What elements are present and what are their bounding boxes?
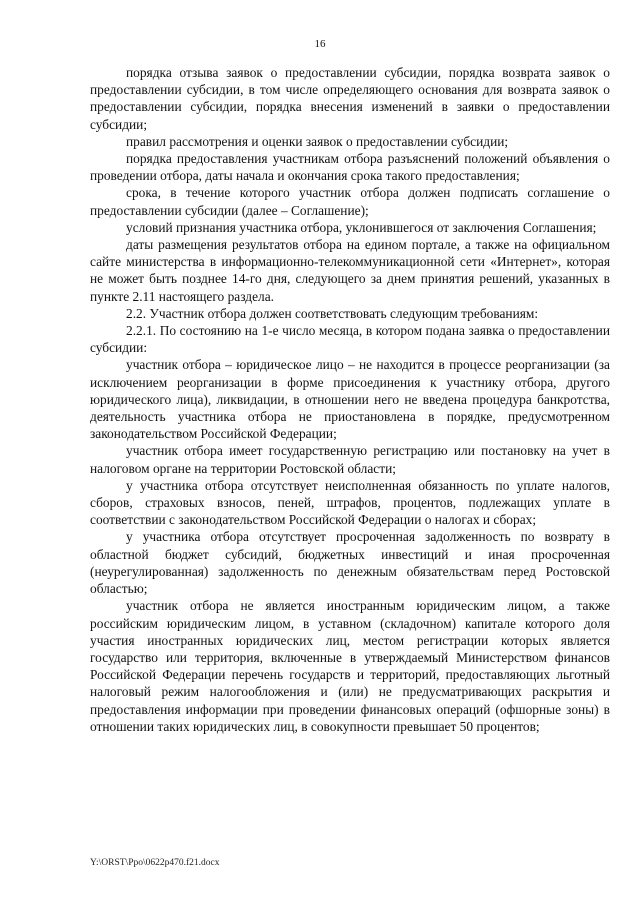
document-body [90, 64, 610, 735]
paragraph: порядка предоставления участникам отбора разъяснений положений объявления о проведении отбора, даты начала и окончания срока такого предоставления; [90, 151, 610, 184]
page-number: 16 [314, 38, 326, 50]
paragraph: участник отбора имеет государственную регистрацию или постановку на учет в налоговом органе на территории Ростовской области; [90, 443, 610, 476]
footer-file-path: Y:\ORST\Ppo\0622p470.f21.docx [90, 858, 220, 868]
paragraph: даты размещения результатов отбора на едином портале, а также на официальном сайте министерства в информационно-телекоммуникационной сети «Интернет», которая не может быть позднее 14-го дня, следующего за днем принятия решений, указанных в пункте 2.11 настоящего раздела. [90, 237, 610, 304]
section-heading-2-2: 2.2. Участник отбора должен соответствовать следующим требованиям: [126, 305, 539, 321]
paragraph: срока, в течение которого участник отбора должен подписать соглашение о предоставлении субсидии (далее – Соглашение); [90, 185, 610, 218]
paragraph: участник отбора – юридическое лицо – не находится в процессе реорганизации (за исключением реорганизации в форме присоединения к участнику отбора, другого юридического лица), ликвидации, в отношении него не введена процедура банкротства, деятельность участника отбора не приостановлена в порядке, предусмотренном законодательством Российской Федерации; [90, 357, 610, 442]
paragraph: у участника отбора отсутствует просроченная задолженность по возврату в областной бюджет субсидий, бюджетных инвестиций и иная просроченная (неурегулированная) задолженность по денежным обязательствам перед Ростовской областью; [90, 529, 610, 597]
paragraph: порядка отзыва заявок о предоставлении субсидии, порядка возврата заявок о предоставлении субсидии, в том числе определяющего основания для возврата заявок о предоставлении субсидии, порядка внесения изменений в заявки о предоставлении субсидии; [90, 65, 610, 132]
paragraph: правил рассмотрения и оценки заявок о предоставлении субсидии; [126, 133, 509, 149]
subsection-2-2-1: 2.2.1. По состоянию на 1-е число месяца, в котором подана заявка о предоставлении субсидии: [90, 323, 610, 356]
paragraph: условий признания участника отбора, уклонившегося от заключения Соглашения; [126, 219, 597, 235]
paragraph: у участника отбора отсутствует неисполненная обязанность по уплате налогов, сборов, страховых взносов, пеней, штрафов, процентов, подлежащих уплате в соответствии с законодательством Российской Федерации о налогах и сборах; [90, 477, 610, 528]
paragraph: участник отбора не является иностранным юридическим лицом, а также российским юридическим лицом, в уставном (складочном) капитале которого доля участия иностранных юридических лиц, местом регистрации которых является государство или территория, включенные в утверждаемый Министерством финансов Российской Федерации перечень государств и территорий, предоставляющих льготный налоговый режим налогообложения и (или) не предусматривающих раскрытия и предоставления информации при проведении финансовых операций (офшорные зоны) в отношении таких юридических лиц, в совокупности превышает 50 процентов; [90, 598, 610, 734]
